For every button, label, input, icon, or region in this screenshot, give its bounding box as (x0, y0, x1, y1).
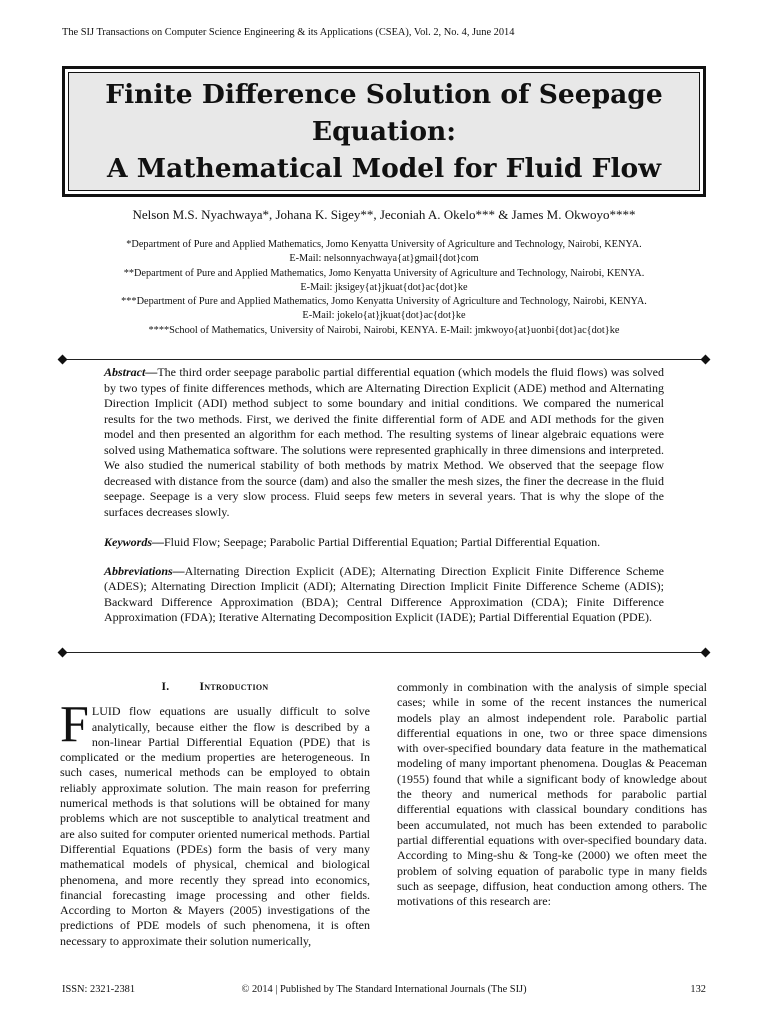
keywords-paragraph (104, 535, 664, 551)
diamond-ornament (701, 355, 711, 365)
title-panel (68, 72, 700, 191)
footer-issn: ISSN: 2321-2381 (62, 984, 136, 995)
intro-text-left: LUID flow equations are usually difficult to solve analytically, because either the flow is described by a non-linear Partial Differential Equation (PDE) that is complicated or the medium properties are heterogeneous. In such cases, numerical methods can be employed to obtain reliably approximate solution. The main reason for preferring numerical methods is that solutions will be obtained for many problems which are not susceptible to analytical treatment and are also suited for computer oriented numerical methods. Partial Differential Equations (PDEs) form the basis of very many mathematical models of physical, chemical and biological phenomena, and more recently they spread into economics, financial forecasting image processing and other fields. According to Morton & Mayers (2005) investigations of the predictions of PDE models of such phenomena, it is often necessary to approximate their solution numerically, (60, 704, 370, 948)
abstract-label: Abstract— (104, 365, 158, 379)
left-column (60, 680, 370, 949)
intro-paragraph-left (60, 696, 370, 949)
intro-paragraph-right: commonly in combination with the analysis of simple special cases; while in some of the recent instances the numerical models play an almost independent role. Parabolic partial differential equations in one, two or three space dimensions with over-specified boundary data feature in the mathematical modeling of many important phenomena. Douglas & Peaceman (1955) found that while a significant body of knowledge about the theory and numerical methods for parabolic partial differential equations with classical boundary conditions has been accumulated, not much has been extended to parabolic partial differential equations with over-specified boundary data. According to Ming-shu & Tong-ke (2000) we often meet the problem of solving equation of parabolic type in many fields such as seepage, diffusion, heat conduction among others. The motivations of this research are: (397, 680, 707, 909)
drop-cap: F (60, 696, 89, 754)
right-column (397, 680, 707, 909)
abbreviations-label: Abbreviations— (104, 563, 185, 578)
footer-publisher: © 2014 | Published by The Standard International Journals (The SIJ) (241, 984, 527, 995)
journal-header: The SIJ Transactions on Computer Science Engineering & its Applications (CSEA), Vol. 2, No. 4, June 2014 (62, 27, 515, 38)
abbreviations-text: Alternating Direction Explicit (ADE); Alternating Direction Explicit Finite Difference Scheme (ADES); Alternating Direction Implicit (ADI); Alternating Direction Implicit Finite Difference Scheme (ADIS); Backward Difference Approximation (BDA); Central Difference Approximation (CDA); Finite Difference Approximation (FDA); Iterative Alternating Decomposition Explicit (IADE); Partial Differential Equation (PDE). (104, 563, 664, 624)
section-heading (60, 680, 370, 695)
affiliation-email: E-Mail: nelsonnyachwaya{at}gmail{dot}com (289, 253, 479, 265)
keywords-text: Fluid Flow; Seepage; Parabolic Partial Differential Equation; Partial Differential Equation. (164, 535, 601, 549)
diamond-ornament (58, 648, 68, 658)
author-list: Nelson M.S. Nyachwaya*, Johana K. Sigey**, Jeconiah A. Okelo*** & James M. Okwoyo**** (132, 207, 636, 222)
section-title: Introduction (199, 681, 269, 693)
diamond-ornament (58, 355, 68, 365)
abstract-text: The third order seepage parabolic partial differential equation (which models the fluid flows) was solved by two types of finite differences methods, which are Alternating Direction Explicit (ADE) method and Alternating Direction Implicit (ADI) method subject to some boundary and initial conditions. We compared the numerical results for the two methods. First, we derived the finite differential form of ADE and ADI methods for the given model and then presented an algorithm for each method. The resulting systems of linear algebraic equations were solved using Mathematica software. The solutions were represented graphically in three dimensions and interpreted. We also studied the numerical stability of both methods by matrix Method. We observed that the seepage flow decreased with distance from the source (dam) and also the smaller the mesh sizes, the finer the decrease in the fluid seepage. Seepage is a very slow process. Fluid seeps few meters in several years. That is why the slope of the surfaces decreases slowly. (104, 365, 664, 519)
title-box (62, 66, 706, 197)
affiliation-email: E-Mail: jksigey{at}jkuat{dot}ac{dot}ke (300, 281, 468, 293)
paper-title-line-1: Finite Difference Solution of Seepage (105, 79, 663, 110)
diamond-ornament (701, 648, 711, 658)
section-number: I. (161, 681, 170, 693)
affiliation-line: ****School of Mathematics, University of Nairobi, Nairobi, KENYA. E-Mail: jmkwoyo{at}uonbi{dot}ac{dot}ke (148, 324, 620, 336)
affiliation-line: *Department of Pure and Applied Mathematics, Jomo Kenyatta University of Agriculture and Technology, Nairobi, KENYA. (126, 239, 642, 250)
affiliation-line: **Department of Pure and Applied Mathematics, Jomo Kenyatta University of Agriculture and Technology, Nairobi, KENYA. (123, 267, 645, 279)
abbreviations-paragraph (104, 564, 664, 626)
abstract-section (104, 365, 664, 626)
bottom-divider-rule (62, 652, 706, 653)
paper-title-line-3: A Mathematical Model for Fluid Flow (106, 153, 662, 184)
top-divider-rule (62, 359, 706, 360)
abstract-paragraph (104, 365, 664, 520)
keywords-label: Keywords— (104, 535, 164, 549)
affiliation-line: ***Department of Pure and Applied Mathematics, Jomo Kenyatta University of Agriculture and Technology, Nairobi, KENYA. (121, 296, 647, 308)
affiliations (0, 238, 768, 338)
affiliation-email: E-Mail: jokelo{at}jkuat{dot}ac{dot}ke (302, 310, 466, 322)
paper-title-line-2: Equation: (311, 116, 457, 147)
page-number: 132 (690, 984, 706, 995)
